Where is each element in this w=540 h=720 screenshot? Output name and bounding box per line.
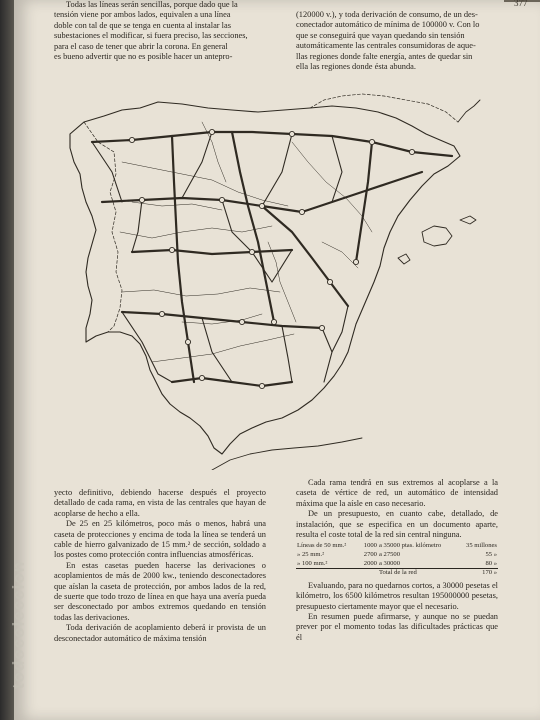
bottom-right-paragraph: De un presupuesto, en cuanto cabe, detallado, de instalación, que se especifica en un documento aparte, resulta el coste total de la red sin central ninguna. bbox=[296, 509, 498, 540]
african-coast bbox=[212, 438, 362, 470]
table-row: » 100 mm.² 2000 a 30000 80 » bbox=[297, 559, 497, 567]
top-right-line: automáticamente las centrales consumidoras de aque- bbox=[296, 41, 476, 51]
bottom-left-paragraph: yecto definitivo, debiendo hacerse después el proyecto detallado de cada rama, en vista de las centrales que hayan de acoplarse de hecho a ella. bbox=[54, 488, 266, 518]
secondary-power-lines bbox=[92, 132, 348, 382]
french-coast bbox=[458, 100, 480, 122]
cost-table bbox=[296, 542, 498, 577]
bottom-right-paragraph: En resumen puede afirmarse, y aunque no se puedan prever por el momento todas las dificultades prácticas que él bbox=[296, 612, 498, 642]
table-total-row: Total de la red 170 » bbox=[296, 569, 498, 578]
main-power-lines bbox=[92, 132, 452, 386]
watermark bbox=[8, 540, 30, 710]
page-number: 377 bbox=[514, 0, 528, 8]
top-right-line: (120000 v.), y toda derivación de consumo, de un des- bbox=[296, 10, 478, 19]
pyrenees-border bbox=[310, 94, 458, 122]
table-row: Líneas de 50 mm.² 1000 a 35000 ptas. kilómetro 35 millones bbox=[297, 542, 497, 550]
ibiza-island bbox=[398, 254, 410, 264]
top-left-line: para el caso de tener que abrir la corona. En general bbox=[54, 41, 228, 51]
bottom-right-column bbox=[296, 478, 498, 643]
mallorca-island bbox=[422, 226, 452, 246]
bottom-left-column bbox=[54, 488, 266, 644]
bottom-right-paragraph: Evaluando, para no quedarnos cortos, a 30000 pesetas el kilómetro, los 6500 kilómetros resultan 195000000 pesetas, presupuesto ciertamente mayor que el necesario. bbox=[296, 580, 498, 611]
top-left-line: doble con tal de que se tenga en cuenta al instalar las bbox=[54, 20, 231, 30]
bottom-left-paragraph: En estas casetas pueden hacerse las derivaciones o acoplamientos de más de 2000 kw., teniendo desconectadores que aíslan la caseta de protección, por ambos lados de la red, de suerte que todo trozo de línea en que haya una avería pueda ser desconectado por ambos extremos quedando en tensión todas las derivaciones. bbox=[54, 560, 266, 622]
watermark-text: todocoleccion bbox=[9, 560, 29, 690]
menorca-island bbox=[460, 216, 476, 224]
bottom-left-paragraph: Toda derivación de acoplamiento deberá ir provista de un desconectador automático de máxima tensión bbox=[54, 623, 266, 643]
iberian-power-network-map bbox=[62, 82, 482, 470]
top-left-line: subestaciones el modificar, si fuera preciso, las secciones, bbox=[54, 31, 248, 41]
top-right-column bbox=[296, 10, 496, 72]
portugal-border bbox=[84, 122, 122, 332]
top-right-line: llas regiones donde falte energía, antes de quedar sin bbox=[296, 51, 473, 61]
bottom-left-paragraph: De 25 en 25 kilómetros, poco más o menos, habrá una caseta de protecciones y encima de toda la línea se tenderá un cable de hierro galvanizado de 15 mm.² de sección, soldado a los postes como protección contra influencias atmosféricas. bbox=[54, 519, 266, 560]
top-left-line: Todas las líneas serán sencillas, porque dado que la bbox=[66, 0, 238, 9]
top-right-line: ella las regiones donde ésta abunda. bbox=[296, 62, 416, 72]
rivers bbox=[120, 122, 372, 362]
bottom-right-paragraph: Cada rama tendrá en sus extremos al acoplarse a la caseta de vértice de red, un automático de intensidad máxima que la aísle en caso necesario. bbox=[296, 478, 498, 508]
book-page bbox=[14, 0, 540, 720]
top-left-column bbox=[54, 0, 264, 62]
top-left-line: es bueno advertir que no es posible hacer un antepro- bbox=[54, 52, 233, 62]
substation-markers bbox=[129, 129, 414, 388]
top-right-line: conectador automático de mínima de 100000 v. Con lo bbox=[296, 20, 480, 30]
top-right-line: que se conseguirá que vayan quedando sin tensión bbox=[296, 30, 465, 40]
top-left-line: tensión viene por ambos lados, equivalen a una línea bbox=[54, 10, 231, 20]
table-row: » 25 mm.² 2700 a 27500 55 » bbox=[297, 551, 497, 559]
